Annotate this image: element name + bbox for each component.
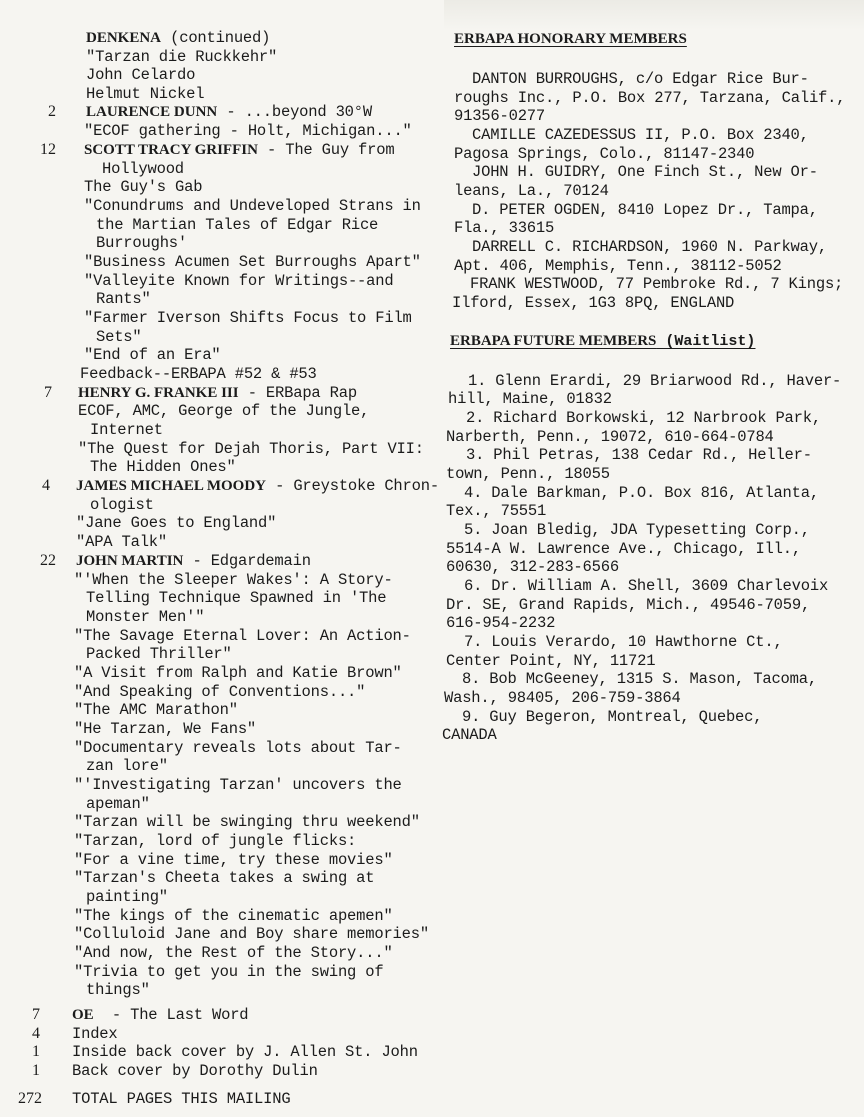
future-member-line: 1. Glenn Erardi, 29 Briarwood Rd., Haver- <box>468 372 842 390</box>
list-item: Back cover by Dorothy Dulin <box>72 1062 318 1080</box>
page-count: 4 <box>42 477 50 494</box>
future-member-line: Center Point, NY, 11721 <box>446 652 656 670</box>
honorary-line: 91356-0277 <box>454 107 546 125</box>
list-item: zan lore" <box>86 757 168 775</box>
future-member-line: Narberth, Penn., 19072, 610-664-0784 <box>446 428 774 446</box>
entry-header: HENRY G. FRANKE III - ERBapa Rap <box>78 384 357 402</box>
page-count: 4 <box>32 1025 40 1042</box>
entry-title-cont: Hollywood <box>102 160 184 178</box>
page-count: 1 <box>32 1062 40 1079</box>
list-item: "And Speaking of Conventions..." <box>74 683 366 701</box>
list-item: Packed Thriller" <box>86 645 232 663</box>
list-item: things" <box>86 981 150 999</box>
list-item: The Guy's Gab <box>84 178 203 196</box>
future-member-line: 6. Dr. William A. Shell, 3609 Charlevoix <box>464 577 829 595</box>
future-member-line: CANADA <box>442 726 497 744</box>
future-member-line: Tex., 75551 <box>446 502 547 520</box>
list-item: "Tarzan will be swinging thru weekend" <box>74 813 420 831</box>
future-member-line: 5514-A W. Lawrence Ave., Chicago, Ill., <box>446 540 801 558</box>
honorary-line: D. PETER OGDEN, 8410 Lopez Dr., Tampa, <box>472 201 818 219</box>
list-item: apeman" <box>86 795 150 813</box>
list-item: "Documentary reveals lots about Tar- <box>74 739 402 757</box>
list-item: Monster Men'" <box>86 608 205 626</box>
honorary-line: Fla., 33615 <box>454 219 555 237</box>
list-item: "Business Acumen Set Burroughs Apart" <box>84 253 421 271</box>
list-item: Sets" <box>96 328 142 346</box>
future-member-line: 4. Dale Barkman, P.O. Box 816, Atlanta, <box>464 484 819 502</box>
total-label: TOTAL PAGES THIS MAILING <box>72 1090 291 1108</box>
list-item: "For a vine time, try these movies" <box>74 851 393 869</box>
list-item: "Tarzan, lord of jungle flicks: <box>74 832 357 850</box>
list-item: "The kings of the cinematic apemen" <box>74 907 393 925</box>
list-item: "Trivia to get you in the swing of <box>74 963 384 981</box>
future-heading: ERBAPA FUTURE MEMBERS (Waitlist) <box>450 333 756 350</box>
future-member-line: 9. Guy Begeron, Montreal, Quebec, <box>462 708 763 726</box>
list-item: Internet <box>90 421 163 439</box>
list-item: "'Investigating Tarzan' uncovers the <box>74 776 402 794</box>
future-member-line: town, Penn., 18055 <box>446 465 610 483</box>
entry-header: SCOTT TRACY GRIFFIN - The Guy from <box>84 141 395 159</box>
entry-header: JAMES MICHAEL MOODY - Greystoke Chron- <box>76 477 439 495</box>
list-item: Feedback--ERBAPA #52 & #53 <box>80 365 317 383</box>
list-item: "APA Talk" <box>76 533 168 551</box>
honorary-line: roughs Inc., P.O. Box 277, Tarzana, Calif., <box>454 89 846 107</box>
honorary-line: leans, La., 70124 <box>454 182 609 200</box>
future-member-line: Dr. SE, Grand Rapids, Mich., 49546-7059, <box>446 596 811 614</box>
page-count: 7 <box>44 384 52 401</box>
entry-header: JOHN MARTIN - Edgardemain <box>76 552 311 570</box>
honorary-line: Pagosa Springs, Colo., 81147-2340 <box>454 145 755 163</box>
list-item: "Tarzan die Ruckkehr" <box>86 48 278 66</box>
list-item: "'When the Sleeper Wakes': A Story- <box>74 571 393 589</box>
honorary-line: DANTON BURROUGHS, c/o Edgar Rice Bur- <box>472 70 809 88</box>
list-item: "Valleyite Known for Writings--and <box>84 272 394 290</box>
entry-header: OE - The Last Word <box>72 1006 249 1024</box>
list-item: John Celardo <box>86 66 196 84</box>
list-item: "Tarzan's Cheeta takes a swing at <box>74 869 375 887</box>
list-item: "Jane Goes to England" <box>76 514 277 532</box>
future-member-line: 5. Joan Bledig, JDA Typesetting Corp., <box>464 521 810 539</box>
list-item: "Farmer Iverson Shifts Focus to Film <box>84 309 412 327</box>
page-count: 7 <box>32 1006 40 1023</box>
list-item: "Colluloid Jane and Boy share memories" <box>74 925 429 943</box>
future-member-line: 3. Phil Petras, 138 Cedar Rd., Heller- <box>466 446 812 464</box>
bleed-through-shadow <box>444 0 864 30</box>
future-member-line: 60630, 312-283-6566 <box>446 558 619 576</box>
future-member-line: 7. Louis Verardo, 10 Hawthorne Ct., <box>464 633 783 651</box>
page-count: 1 <box>32 1043 40 1060</box>
list-item: "ECOF gathering - Holt, Michigan..." <box>84 122 412 140</box>
honorary-line: Apt. 406, Memphis, Tenn., 38112-5052 <box>454 257 782 275</box>
entry-header: LAURENCE DUNN - ...beyond 30°W <box>86 103 372 121</box>
entry-title-cont: ologist <box>90 496 154 514</box>
list-item: "The Savage Eternal Lover: An Action- <box>74 627 411 645</box>
honorary-line: FRANK WESTWOOD, 77 Pembroke Rd., 7 Kings; <box>470 275 844 293</box>
honorary-line: JOHN H. GUIDRY, One Finch St., New Or- <box>472 163 818 181</box>
list-item: Helmut Nickel <box>86 85 205 103</box>
total-count: 272 <box>18 1090 42 1107</box>
denkena-header: DENKENA (continued) <box>86 29 271 47</box>
future-member-line: 616-954-2232 <box>446 614 556 632</box>
page-count: 22 <box>40 552 56 569</box>
honorary-line: CAMILLE CAZEDESSUS II, P.O. Box 2340, <box>472 126 809 144</box>
list-item: "End of an Era" <box>84 346 221 364</box>
list-item: "He Tarzan, We Fans" <box>74 720 257 738</box>
page-count: 12 <box>40 141 56 158</box>
future-member-line: hill, Maine, 01832 <box>448 390 612 408</box>
list-item: "The Quest for Dejah Thoris, Part VII: <box>78 440 424 458</box>
list-item: painting" <box>86 888 168 906</box>
list-item: "A Visit from Ralph and Katie Brown" <box>74 664 402 682</box>
page-count: 2 <box>48 103 56 120</box>
honorary-heading: ERBAPA HONORARY MEMBERS <box>454 31 687 47</box>
future-member-line: Wash., 98405, 206-759-3864 <box>444 689 681 707</box>
honorary-line: DARRELL C. RICHARDSON, 1960 N. Parkway, <box>472 238 827 256</box>
list-item: The Hidden Ones" <box>90 458 236 476</box>
list-item: "The AMC Marathon" <box>74 701 238 719</box>
list-item: the Martian Tales of Edgar Rice <box>96 216 379 234</box>
list-item: Index <box>72 1025 118 1043</box>
list-item: Inside back cover by J. Allen St. John <box>72 1043 418 1061</box>
list-item: Burroughs' <box>96 234 188 252</box>
list-item: "Conundrums and Undeveloped Strans in <box>84 197 421 215</box>
list-item: ECOF, AMC, George of the Jungle, <box>78 402 370 420</box>
future-member-line: 2. Richard Borkowski, 12 Narbrook Park, <box>466 409 821 427</box>
list-item: Rants" <box>96 290 151 308</box>
future-member-line: 8. Bob McGeeney, 1315 S. Mason, Tacoma, <box>462 670 817 688</box>
list-item: "And now, the Rest of the Story..." <box>74 944 393 962</box>
list-item: Telling Technique Spawned in 'The <box>86 589 387 607</box>
honorary-line: Ilford, Essex, 1G3 8PQ, ENGLAND <box>452 294 735 312</box>
